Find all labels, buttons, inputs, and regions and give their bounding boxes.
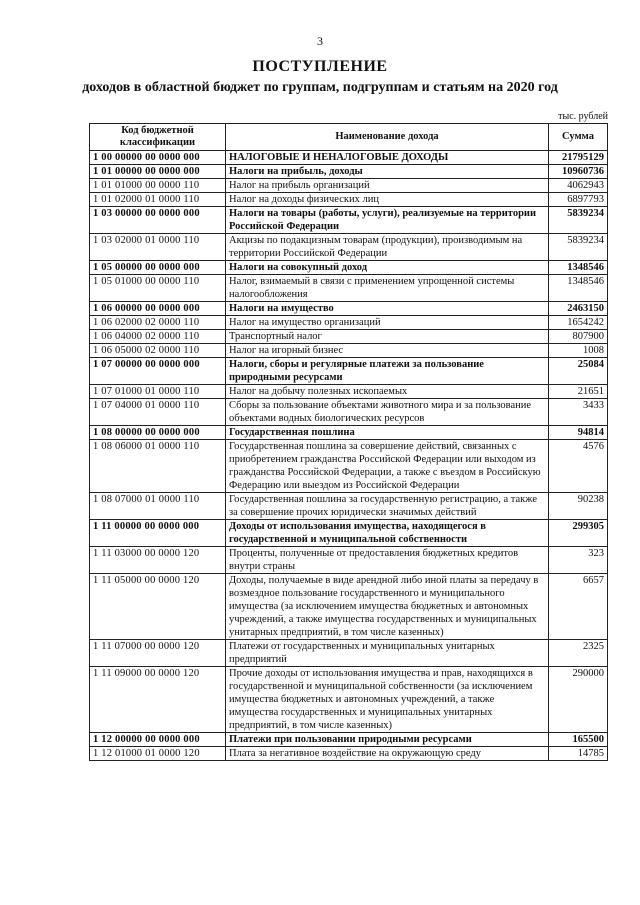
row-code: 1 01 00000 00 0000 000	[90, 165, 226, 179]
table-header-row	[90, 124, 608, 151]
units-label: тыс. рублей	[558, 111, 608, 122]
row-name: Прочие доходы от использования имущества и прав, находящихся в государственной и муниципальной собственности (за исключением имущества бюджетных и автономных учреждений, а также имущества государственных и муниципальных унитарных предприятий, в том числе казенных)	[226, 667, 549, 733]
row-code: 1 01 02000 01 0000 110	[90, 193, 226, 207]
table-row	[90, 151, 608, 165]
row-code: 1 00 00000 00 0000 000	[90, 151, 226, 165]
table-row	[90, 275, 608, 302]
table-row	[90, 234, 608, 261]
row-code: 1 07 00000 00 0000 000	[90, 358, 226, 385]
row-code: 1 08 07000 01 0000 110	[90, 493, 226, 520]
table-row	[90, 547, 608, 574]
row-name: Платежи от государственных и муниципальных унитарных предприятий	[226, 640, 549, 667]
table-row	[90, 574, 608, 640]
table-row	[90, 520, 608, 547]
table-row	[90, 358, 608, 385]
row-name: Проценты, полученные от предоставления бюджетных кредитов внутри страны	[226, 547, 549, 574]
row-sum: 2463150	[549, 302, 608, 316]
table-row	[90, 426, 608, 440]
row-code: 1 12 00000 00 0000 000	[90, 733, 226, 747]
table-row	[90, 344, 608, 358]
row-name: Государственная пошлина	[226, 426, 549, 440]
row-code: 1 11 00000 00 0000 000	[90, 520, 226, 547]
row-code: 1 06 00000 00 0000 000	[90, 302, 226, 316]
row-name: Налоги на прибыль, доходы	[226, 165, 549, 179]
table-row	[90, 640, 608, 667]
row-sum: 323	[549, 547, 608, 574]
row-sum: 21651	[549, 385, 608, 399]
row-name: Акцизы по подакцизным товарам (продукции), производимым на территории Российской Федерации	[226, 234, 549, 261]
row-sum: 21795129	[549, 151, 608, 165]
table-row	[90, 399, 608, 426]
table-row	[90, 747, 608, 761]
row-code: 1 12 01000 01 0000 120	[90, 747, 226, 761]
row-name: Государственная пошлина за совершение действий, связанных с приобретением гражданства Российской Федерации или выходом из гражданства Российской Федерации, а также с въездом в Российскую Федерацию или выездом из Российской Федерации	[226, 440, 549, 493]
row-code: 1 07 01000 01 0000 110	[90, 385, 226, 399]
row-name: НАЛОГОВЫЕ И НЕНАЛОГОВЫЕ ДОХОДЫ	[226, 151, 549, 165]
table-row	[90, 330, 608, 344]
row-sum: 14785	[549, 747, 608, 761]
header-code: Код бюджетной классификации	[90, 124, 226, 151]
row-sum: 6897793	[549, 193, 608, 207]
row-sum: 290000	[549, 667, 608, 733]
row-name: Налог на игорный бизнес	[226, 344, 549, 358]
row-code: 1 06 05000 02 0000 110	[90, 344, 226, 358]
table-row	[90, 302, 608, 316]
table-row	[90, 207, 608, 234]
row-sum: 90238	[549, 493, 608, 520]
row-sum: 1348546	[549, 275, 608, 302]
row-code: 1 06 04000 02 0000 110	[90, 330, 226, 344]
document-subtitle: доходов в областной бюджет по группам, подгруппам и статьям на 2020 год	[82, 80, 558, 95]
table-row	[90, 179, 608, 193]
row-sum: 94814	[549, 426, 608, 440]
row-sum: 1654242	[549, 316, 608, 330]
row-sum: 4062943	[549, 179, 608, 193]
row-code: 1 05 00000 00 0000 000	[90, 261, 226, 275]
row-code: 1 03 00000 00 0000 000	[90, 207, 226, 234]
table-row	[90, 261, 608, 275]
row-name: Налоги на совокупный доход	[226, 261, 549, 275]
row-code: 1 08 00000 00 0000 000	[90, 426, 226, 440]
row-code: 1 11 05000 00 0000 120	[90, 574, 226, 640]
row-name: Налоги, сборы и регулярные платежи за пользование природными ресурсами	[226, 358, 549, 385]
row-name: Доходы от использования имущества, находящегося в государственной и муниципальной собственности	[226, 520, 549, 547]
row-name: Налог на прибыль организаций	[226, 179, 549, 193]
table-row	[90, 440, 608, 493]
table-row	[90, 316, 608, 330]
row-sum: 1008	[549, 344, 608, 358]
row-name: Платежи при пользовании природными ресурсами	[226, 733, 549, 747]
table-body	[90, 151, 608, 761]
row-code: 1 05 01000 00 0000 110	[90, 275, 226, 302]
page-number: 3	[317, 34, 323, 48]
row-name: Налог на добычу полезных ископаемых	[226, 385, 549, 399]
row-sum: 165500	[549, 733, 608, 747]
row-code: 1 08 06000 01 0000 110	[90, 440, 226, 493]
row-code: 1 01 01000 00 0000 110	[90, 179, 226, 193]
row-sum: 4576	[549, 440, 608, 493]
row-code: 1 11 03000 00 0000 120	[90, 547, 226, 574]
row-code: 1 06 02000 02 0000 110	[90, 316, 226, 330]
row-name: Доходы, получаемые в виде арендной либо иной платы за передачу в возмездное пользование государственного и муниципального имущества (за исключением имущества бюджетных и автономных учреждений, а также имущества государственных и муниципальных унитарных предприятий, в том числе казенных)	[226, 574, 549, 640]
table-row	[90, 667, 608, 733]
table-row	[90, 165, 608, 179]
row-code: 1 03 02000 01 0000 110	[90, 234, 226, 261]
row-name: Налоги на товары (работы, услуги), реализуемые на территории Российской Федерации	[226, 207, 549, 234]
row-sum: 2325	[549, 640, 608, 667]
document-title: ПОСТУПЛЕНИЕ	[252, 58, 388, 75]
header-sum: Сумма	[549, 124, 608, 151]
table-row	[90, 493, 608, 520]
row-code: 1 07 04000 01 0000 110	[90, 399, 226, 426]
row-sum: 3433	[549, 399, 608, 426]
row-sum: 807900	[549, 330, 608, 344]
row-sum: 5839234	[549, 234, 608, 261]
row-sum: 25084	[549, 358, 608, 385]
row-name: Государственная пошлина за государственную регистрацию, а также за совершение прочих юридически значимых действий	[226, 493, 549, 520]
row-name: Налог на имущество организаций	[226, 316, 549, 330]
table-row	[90, 733, 608, 747]
row-name: Транспортный налог	[226, 330, 549, 344]
row-code: 1 11 07000 00 0000 120	[90, 640, 226, 667]
revenue-table	[89, 123, 608, 761]
row-sum: 299305	[549, 520, 608, 547]
row-sum: 5839234	[549, 207, 608, 234]
row-name: Налог, взимаемый в связи с применением упрощенной системы налогообложения	[226, 275, 549, 302]
row-code: 1 11 09000 00 0000 120	[90, 667, 226, 733]
row-name: Налог на доходы физических лиц	[226, 193, 549, 207]
row-sum: 1348546	[549, 261, 608, 275]
header-name: Наименование дохода	[226, 124, 549, 151]
table-row	[90, 193, 608, 207]
row-name: Налоги на имущество	[226, 302, 549, 316]
row-name: Сборы за пользование объектами животного мира и за пользование объектами водных биологических ресурсов	[226, 399, 549, 426]
row-sum: 10960736	[549, 165, 608, 179]
table-row	[90, 385, 608, 399]
row-name: Плата за негативное воздействие на окружающую среду	[226, 747, 549, 761]
row-sum: 6657	[549, 574, 608, 640]
